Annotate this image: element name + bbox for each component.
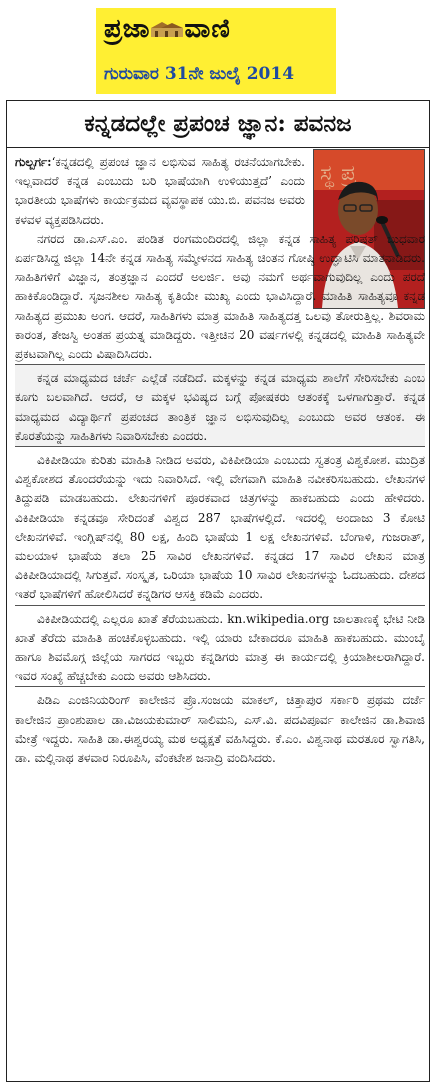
article-paragraph: ಗುಲ್ಬರ್ಗ:‘ಕನ್ನಡದಲ್ಲಿ ಪ್ರಪಂಚ ಜ್ಞಾನ ಲಭಿಸುವ ಸಾಹಿತ್ಯ ರಚನೆಯಾಗಬೇಕು. ಇಲ್ಲವಾದರೆ ಕನ್ನಡ ಎಂಬುದು ಬರಿ ಭಾಷೆಯಾಗಿ ಉಳಿಯುತ್ತದೆ’ ಎಂದು ಭಾರತೀಯ ಭಾಷೆಗಳು ಕಾರ್ಯಕ್ರಮದ ವ್ಯವಸ್ಥಾಪಕ ಯು.ಬಿ. ಪವನಜ ಅವರು ಕಳವಳ ವ್ಯಕ್ತಪಡಿಸಿದರು. [15,155,305,227]
title-right: ವಾಣಿ [184,14,231,44]
masthead [96,8,336,94]
masthead-logo-icon [150,21,184,39]
title-left: ಪ್ರಜಾ [104,14,151,44]
article-headline: ಕನ್ನಡದಲ್ಲೇ ಪ್ರಪಂಚ ಜ್ಞಾನ: ಪವನಜ [7,101,429,148]
issue-date: ಗುರುವಾರ 31ನೇ ಜುಲೈ 2014 [104,64,295,84]
article-paragraph: ಕನ್ನಡ ಮಾಧ್ಯಮದ ಚರ್ಚೆ ಎಲ್ಲೆಡೆ ನಡೆದಿದೆ. ಮಕ್ಕಳನ್ನು ಕನ್ನಡ ಮಾಧ್ಯಮ ಶಾಲೆಗೆ ಸೇರಿಸಬೇಕು ಎಂಬ ಕೂಗು ಬಲವಾಗಿದೆ. ಆದರೆ, ಆ ಮಕ್ಕಳ ಭವಿಷ್ಯದ ಬಗ್ಗೆ ಪೋಷಕರು ಆತಂಕಕ್ಕೆ ಒಳಗಾಗುತ್ತಾರೆ. ಕನ್ನಡ ಮಾಧ್ಯಮದ ವಿದ್ಯಾರ್ಥಿಗೆ ಪ್ರಪಂಚದ ತಾಂತ್ರಿಕ ಜ್ಞಾನ ಲಭಿಸುವುದಿಲ್ಲ ಎಂಬುದು ಅವರ ಆತಂಕ. ಈ ಕೊರತೆಯನ್ನು ಸಾಹಿತಿಗಳು ನಿವಾರಿಸಬೇಕು ಎಂದರು. [15,364,425,446]
article-paragraph: ನಗರದ ಡಾ.ಎಸ್.ಎಂ. ಪಂಡಿತ ರಂಗಮಂದಿರದಲ್ಲಿ ಜಿಲ್ಲಾ ಕನ್ನಡ ಸಾಹಿತ್ಯ ಪರಿಷತ್ ಬುಧವಾರ ಏರ್ಪಡಿಸಿದ್ದ ಜಿಲ್ಲಾ 14ನೇ ಕನ್ನಡ ಸಾಹಿತ್ಯ ಸಮ್ಮೇಳನದ ಸಾಹಿತ್ಯ ಚಿಂತನ ಗೋಷ್ಠಿ ಉದ್ಘಾಟಿಸಿ ಮಾತನಾಡಿದರು. ಸಾಹಿತಿಗಳಿಗೆ ವಿಜ್ಞಾನ, ತಂತ್ರಜ್ಞಾನ ಎಂದರೆ ಅಲರ್ಜಿ. ಅವು ನಮಗೆ ಅರ್ಥವಾಗುವುದಿಲ್ಲ ಎಂದು ಪರದೆ ಹಾಕಿಕೊಂಡಿದ್ದಾರೆ. ಸೃಜನಶೀಲ ಸಾಹಿತ್ಯ ಕೃತಿಯೇ ಮುಖ್ಯ ಎಂದು ಭಾವಿಸಿದ್ದಾರೆ. ಮಾಹಿತಿ ಸಾಹಿತ್ಯವೂ ಕನ್ನಡ ಸಾಹಿತ್ಯದ ಪ್ರಮುಖ ಅಂಗ. ಆದರೆ, ಸಾಹಿತಿಗಳು ಮಾತ್ರ ಮಾಹಿತಿ ಸಾಹಿತ್ಯದತ್ತ ಒಲವು ತೋರುತ್ತಿಲ್ಲ. ಶಿವರಾಮ ಕಾರಂತ, ತೇಜಸ್ವಿ ಅಂತಹ ಪ್ರಯತ್ನ ಮಾಡಿದ್ದರು. ಇತ್ತೀಚಿನ 20 ವರ್ಷಗಳಲ್ಲಿ ಕನ್ನಡದಲ್ಲಿ ಮಾಹಿತಿ ಸಾಹಿತ್ಯವೇ ಪ್ರಕಟವಾಗಿಲ್ಲ ಎಂದು ವಿಷಾದಿಸಿದರು. [15,231,425,362]
article-paragraph: ವಿಕಿಪೀಡಿಯದಲ್ಲಿ ಎಲ್ಲರೂ ಖಾತೆ ತೆರೆಯಬಹುದು. kn.wikipedia.org ಜಾಲತಾಣಕ್ಕೆ ಭೇಟಿ ನೀಡಿ ಖಾತೆ ತೆರೆದು ಮಾಹಿತಿ ಹಂಚಿಕೊಳ್ಳಬಹುದು. ಇಲ್ಲಿ ಯಾರು ಬೇಕಾದರೂ ಮಾಹಿತಿ ಹಾಕಬಹುದು. ಮುಂಬೈ ಹಾಗೂ ಶಿವಮೊಗ್ಗ ಜಿಲ್ಲೆಯ ಸಾಗರದ ಇಬ್ಬರು ಕನ್ನಡಿಗರು ಮಾತ್ರ ಈ ಕಾರ್ಯದಲ್ಲಿ ಕ್ರಿಯಾಶೀಲರಾಗಿದ್ದಾರೆ. ಇವರ ಸಂಖ್ಯೆ ಹೆಚ್ಚಬೇಕು ಎಂದು ಅವರು ಆಶಿಸಿದರು. [15,605,425,687]
news-article [6,100,430,1082]
article-paragraph: ಪಿಡಿಎ ಎಂಜಿನಿಯರಿಂಗ್ ಕಾಲೇಜಿನ ಪ್ರೊ.ಸಂಜಯ ಮಾಕಲ್, ಚಿತ್ತಾಪುರ ಸರ್ಕಾರಿ ಪ್ರಥಮ ದರ್ಜೆ ಕಾಲೇಜಿನ ಪ್ರಾಂಶುಪಾಲ ಡಾ.ವಿಜಯಕುಮಾರ್ ಸಾಲಿಮನಿ, ಎಸ್.ವಿ. ಪದವಿಪೂರ್ವ ಕಾಲೇಜಿನ ಡಾ.ಶಿವಾಜಿ ಮೇತ್ರೆ ಇದ್ದರು. ಸಾಹಿತಿ ಡಾ.ಈಶ್ವರಯ್ಯ ಮಠ ಅಧ್ಯಕ್ಷತೆ ವಹಿಸಿದ್ದರು. ಕೆ.ಎಂ. ವಿಶ್ವನಾಥ ಮರತೂರ ಸ್ವಾಗತಿಸಿ, ಡಾ. ಮಲ್ಲಿನಾಥ ತಳವಾರ ನಿರೂಪಿಸಿ, ವೆಂಕಟೇಶ ಜನಾದ್ರಿ ವಂದಿಸಿದರು. [15,686,425,768]
svg-text:ಸ್ಥ ಪ್ರ: ಸ್ಥ ಪ್ರ [320,161,356,186]
article-body [15,153,425,768]
newspaper-title [104,14,231,45]
article-paragraph: ವಿಕಿಪೀಡಿಯಾ ಕುರಿತು ಮಾಹಿತಿ ನೀಡಿದ ಅವರು, ವಿಕಿಪೀಡಿಯಾ ಎಂಬುದು ಸ್ವತಂತ್ರ ವಿಶ್ವಕೋಶ. ಮುದ್ರಿತ ವಿಶ್ವಕೋಶದ ತೊಂದರೆಯನ್ನು ಇದು ನಿವಾರಿಸಿದೆ. ಇಲ್ಲಿ ವೇಗವಾಗಿ ಮಾಹಿತಿ ನವೀಕರಿಸಬಹುದು. ಲೇಖನಗಳ ತಿದ್ದುಪಡಿ ಮಾಡಬಹುದು. ಲೇಖನಗಳಿಗೆ ಪೂರಕವಾದ ಚಿತ್ರಗಳನ್ನು ಹಾಕಬಹುದು ಎಂದು ಹೇಳಿದರು. ವಿಕಿಪೀಡಿಯಾ ಕನ್ನಡವೂ ಸೇರಿದಂತೆ ವಿಶ್ವದ 287 ಭಾಷೆಗಳಲ್ಲಿದೆ. ಇದರಲ್ಲಿ ಅಂದಾಜು 3 ಕೋಟಿ ಲೇಖನಗಳಿವೆ. ಇಂಗ್ಲಿಷ್‌ನಲ್ಲಿ 80 ಲಕ್ಷ, ಹಿಂದಿ ಭಾಷೆಯ 1 ಲಕ್ಷ ಲೇಖನಗಳಿವೆ. ಬೆಂಗಾಳಿ, ಗುಜರಾತ್, ಮಲಯಾಳ ಭಾಷೆಯ ತಲಾ 25 ಸಾವಿರ ಲೇಖನಗಳಿವೆ. ಕನ್ನಡದ 17 ಸಾವಿರ ಲೇಖನ ಮಾತ್ರ ವಿಕಿಪೀಡಿಯಾದಲ್ಲಿ ಸಿಗುತ್ತವೆ. ಸಂಸ್ಕೃತ, ಒರಿಯಾ ಭಾಷೆಯ 10 ಸಾವಿರ ಲೇಖನಗಳನ್ನು ಓದಬಹುದು. ದೇಶದ ಇತರೆ ಭಾಷೆಗಳಿಗೆ ಹೋಲಿಸಿದರೆ ಕನ್ನಡಿಗರ ಆಸಕ್ತಿ ಕಡಿಮೆ ಎಂದರು. [15,446,425,605]
dateline: ಗುಲ್ಬರ್ಗ: [15,155,52,169]
